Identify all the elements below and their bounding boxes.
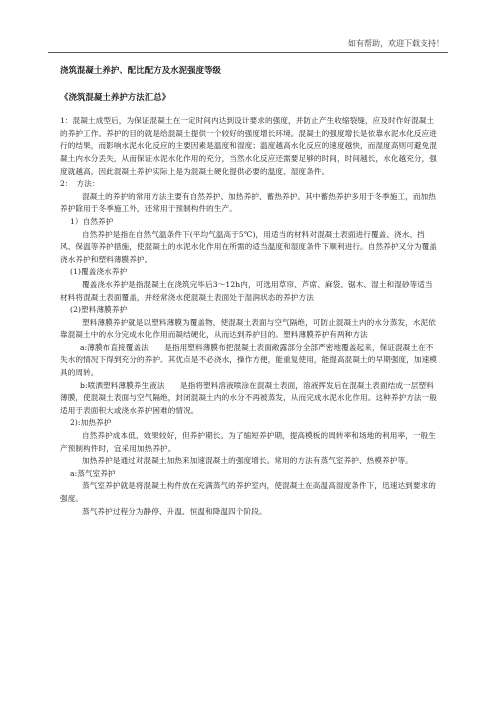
header-note: 如有帮助，欢迎下载支持！ (348, 39, 444, 48)
heading-natural-curing: 1）自然养护 (70, 216, 114, 226)
paragraph-cover-watering: 覆盖浇水养护是指混凝土在浇筑完毕后3～12h内，可选用草帘、芦席、麻袋、锯木、湿土和湿砂等适当材料将混凝土表面覆盖，并经常浇水使混凝土表面处于湿润状态的养护方法 (60, 279, 433, 302)
paragraph-plastic-film: 塑料薄膜养护就是以塑料薄膜为覆盖物，使混凝土表面与空气隔绝，可防止混凝土内的水分蒸发，水泥依靠混凝土中的水分完成水化作用而凝结硬化，从而达到养护目的。塑料薄膜养护有两种方法 (60, 317, 436, 340)
document-title: 浇筑混凝土养护、配比配方及水泥强度等级 (60, 65, 222, 75)
paragraph-steam-room: 蒸气室养护就是将混凝土构件放在充满蒸气的养护室内，使混凝土在高温高湿度条件下，迅速达到要求的强度。 (60, 481, 436, 503)
paragraph-heat-curing-1: 自然养护成本低、效果较好，但养护期长。为了缩短养护期，提高模板的周转率和场地的利用率，一般生产预制构件时，宜采用加热养护。 (60, 431, 436, 453)
paragraph-steam-stages: 蒸气养护过程分为静停、升温、恒温和降温四个阶段。 (82, 506, 267, 516)
document-body (60, 62, 440, 518)
paragraph-natural-curing: 自然养护是指在自然气温条件下(平均气温高于5℃)，用适当的材料对混凝土表面进行覆盖、浇水、挡风、保温等养护措施，使混凝土的水泥水化作用在所需的适当温度和湿度条件下顺利进行。自然养护又分为覆盖浇水养护和塑料薄膜养护。 (60, 229, 437, 264)
heading-heat-curing: 2):加热养护 (70, 418, 112, 428)
document-subtitle: 《浇筑混凝土养护方法汇总》 (60, 91, 171, 102)
heading-steam-room: a:蒸气室养护 (70, 468, 116, 478)
paragraph-film-method-b: b:喷洒塑料薄膜养生液法 是指将塑料溶液喷涂在混凝土表面，溶液挥发后在混凝土表面结成一层塑料薄膜，使混凝土表面与空气隔绝，封闭混凝土内的水分不再被蒸发，从而完成水泥水化作用。这种养护方法一般适用于表面积大或浇水养护困难的情况。 (60, 380, 437, 415)
paragraph-film-method-a: a:薄膜布直接覆盖法 是指用塑料薄膜布把混凝土表面敞露部分全部严密地覆盖起来，保证混凝土在不失水的情况下得到充分的养护。其优点是不必浇水，操作方便，能重复使用，能提高混凝土的早期强度，加速模具的周转。 (60, 342, 437, 378)
paragraph-1: 1：混凝土成型后，为保证混凝土在一定时间内达到设计要求的强度，并防止产生收缩裂缝，应及时作好混凝土的养护工作。养护的目的就是给混凝土提供一个较好的强度增长环境。混凝土的强度增长是依靠水泥水化反应进行的结果，而影响水泥水化反应的主要因素是温度和湿度；温度越高水化反应的速度越快，而湿度高则可避免混凝土内水分丢失，从而保证水泥水化作用的充分，当然水化反应还需要足够的时间，时间越长，水化越充分，强度就越高。因此混凝土养护实际上是为混凝土硬化提供必要的温度、湿度条件。 (60, 116, 437, 176)
paragraph-3: 混凝土的养护的常用方法主要有自然养护、加热养护、蓄热养护。其中蓄热养护多用于冬季施工，而加热养护除用于冬季施工外，还常用于预制构件的生产。 (60, 191, 436, 214)
paragraph-2-heading: 2： 方法： (60, 179, 100, 189)
header-divider (48, 52, 448, 53)
heading-plastic-film: (2)塑料薄膜养护 (70, 305, 128, 315)
heading-cover-watering: (1)覆盖浇水养护 (70, 267, 128, 277)
paragraph-heat-curing-2: 加热养护是通过对混凝土加热来加速混凝土的强度增长。常用的方法有蒸气室养护、热模养护等。 (82, 456, 413, 466)
